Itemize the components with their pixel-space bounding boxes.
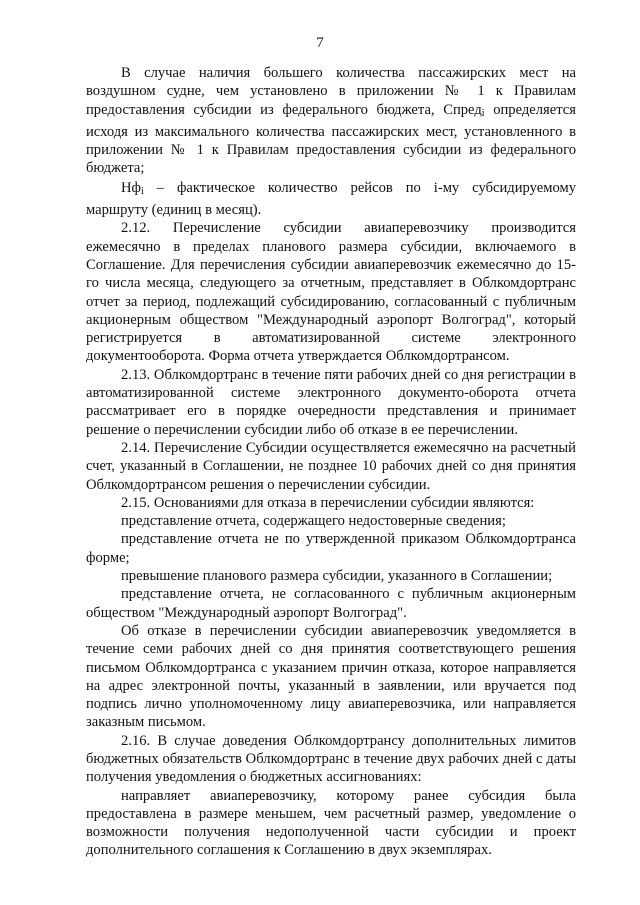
- document-body: [86, 64, 576, 860]
- paragraph-2-12: 2.12. Перечисление субсидии авиаперевозчику производится ежемесячно в пределах планового размера субсидии, включаемого в Соглашение. Для перечисления субсидии авиаперевозчик ежемесячно до 15-го числа месяца, следующего за отчетным, представляет в Облкомдортранс отчет за период, подлежащий субсидированию, согласованный с публичным акционерным обществом "Международный аэропорт Волгоград", который регистрируется в автоматизированной системе электронного документооборота. Форма отчета утверждается Облкомдортрансом.: [86, 220, 576, 365]
- refusal-reason-3: превышение планового размера субсидии, указанного в Соглашении;: [121, 568, 553, 585]
- refusal-reason-2: представление отчета не по утвержденной приказом Облкомдортранса форме;: [86, 531, 576, 566]
- paragraph-flights-count-text: – фактическое количество рейсов по i-му субсидируемому маршруту (единиц в месяц).: [86, 179, 576, 219]
- paragraph-2-13: 2.13. Облкомдортранс в течение пяти рабочих дней со дня регистрации в автоматизированной системе электронного документо-оборота отчета рассматривает его в порядке очередности представления и принимает решение о перечислении субсидии либо об отказе в ее перечислении.: [86, 366, 576, 438]
- paragraph-passenger-seats-text: В случае наличия большего количества пассажирских мест на воздушном судне, чем установлено в приложении № 1 к Правилам предоставления субсидии из федерального бюджета, Спред: [86, 65, 576, 118]
- paragraph-refusal-notice: Об отказе в перечислении субсидии авиаперевозчик уведомляется в течение семи рабочих дней со дня принятия соответствующего решения письмом Облкомдортранса с указанием причин отказа, которое направляется на адрес электронной почты, указанный в заявлении, или вручается под подпись лично уполномоченному лицу авиаперевозчика, или направляется заказным письмом.: [86, 622, 576, 731]
- paragraph-passenger-seats: [86, 64, 576, 178]
- subscript-i: i: [481, 107, 485, 119]
- refusal-reason-1: представление отчета, содержащего недостоверные сведения;: [121, 513, 506, 530]
- paragraph-2-14: 2.14. Перечисление Субсидии осуществляется ежемесячно на расчетный счет, указанный в Соглашении, не позднее 10 рабочих дней со дня принятия Облкомдортрансом решения о перечислении субсидии.: [86, 439, 576, 493]
- paragraph-additional-notice: направляет авиаперевозчику, которому ранее субсидия была предоставлена в размере меньшем, чем расчетный размер, уведомление о возможности получения недополученной части субсидии и проект дополнительного соглашения к Соглашению в двух экземплярах.: [86, 787, 576, 859]
- paragraph-flights-symbol: Нф: [121, 179, 141, 196]
- paragraph-passenger-seats-cont: определяется исходя из максимального количества пассажирских мест, установленного в приложении № 1 к Правилам предоставления субсидии из федерального бюджета;: [86, 101, 576, 177]
- subscript-i: i: [141, 185, 144, 197]
- paragraph-2-15: 2.15. Основаниями для отказа в перечислении субсидии являются:: [121, 494, 535, 511]
- paragraph-flights-count: [86, 179, 576, 220]
- refusal-reason-4: представление отчета, не согласованного с публичным акционерным обществом "Международный аэропорт Волгоград".: [86, 586, 576, 621]
- page-number: 7: [316, 35, 324, 51]
- paragraph-2-16: 2.16. В случае доведения Облкомдортрансу дополнительных лимитов бюджетных обязательств Облкомдортранс в течение двух рабочих дней с даты получения уведомления о бюджетных ассигнованиях:: [86, 732, 576, 786]
